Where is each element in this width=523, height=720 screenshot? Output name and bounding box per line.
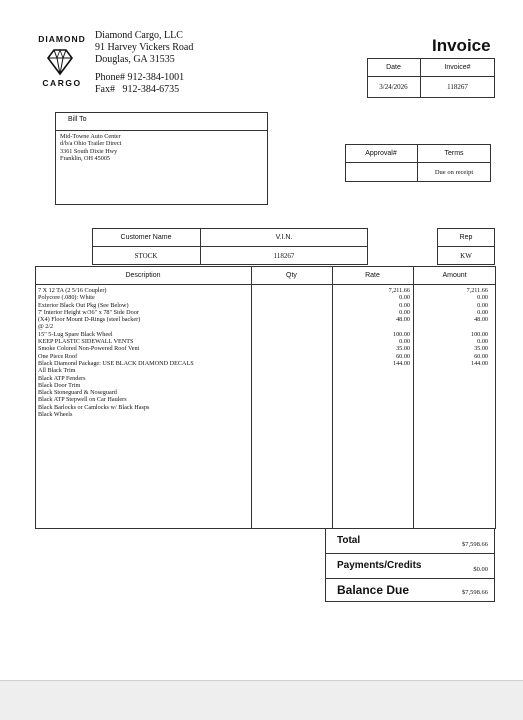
rate-column (336, 287, 410, 418)
company-address2: Douglas, GA 31535 (95, 54, 175, 65)
item-rate (336, 375, 410, 382)
approval-label: Approval# (365, 149, 397, 157)
item-description: Black Door Trim (38, 381, 81, 389)
item-rate: 0.00 (399, 308, 410, 316)
item-amount: 48.00 (474, 316, 488, 324)
logo-bottom-text: CARGO (42, 78, 82, 88)
terms-value: Due on receipt (434, 168, 474, 176)
item-amount: 0.00 (477, 301, 488, 309)
item-description: Black Diamond Package: USE BLACK DIAMOND DECALS (38, 359, 194, 367)
item-amount: 60.00 (474, 352, 488, 360)
item-description: KEEP PLASTIC SIDEWALL VENTS (38, 338, 134, 346)
item-rate (336, 323, 410, 330)
vin-value: 118267 (273, 251, 295, 260)
bill-to-line: Mid-Towne Auto Center (60, 133, 121, 140)
company-logo (32, 28, 88, 94)
invoice-number: 118267 (447, 83, 468, 91)
item-amount: 144.00 (470, 359, 488, 367)
item-amount (417, 382, 488, 389)
item-amount: 35.00 (474, 345, 488, 353)
item-rate: 48.00 (396, 316, 410, 324)
approval-value (345, 162, 417, 182)
item-rate: 100.00 (392, 330, 410, 338)
item-description: 7 X 12 TA (2 5/16 Coupler) (38, 287, 107, 294)
terms-label: Terms (444, 149, 464, 157)
item-amount (417, 367, 488, 374)
item-description: Exterior Black Out Pkg (See Below) (38, 301, 129, 309)
item-description: Smoke Colored Non-Powered Roof Vent (38, 345, 140, 353)
item-description: Black ATP Fenders (38, 374, 86, 382)
item-amount: 100.00 (470, 330, 488, 338)
item-description: 15" 5-Lug Spare Black Wheel (38, 330, 113, 338)
item-description: Black ATP Stepwell on Car Haulers (38, 396, 127, 404)
item-description: One Piece Roof (38, 352, 78, 360)
description-column (38, 287, 194, 418)
company-phone: Phone# 912-384-1001 (95, 72, 185, 83)
item-description: (X4) Floor Mount D-Rings (steel backer) (38, 316, 141, 324)
vin-label: V.I.N. (275, 233, 293, 241)
item-amount (417, 389, 488, 396)
scan-footer-strip (0, 680, 523, 720)
item-description: 7' Interior Height w/36" x 78" Side Door (38, 308, 139, 316)
item-amount (417, 411, 488, 418)
item-description: @ 2/2 (38, 323, 54, 331)
item-rate (336, 396, 410, 403)
item-rate: 0.00 (399, 301, 410, 309)
logo-top-text: DIAMOND (38, 34, 86, 44)
item-description: Black Stoneguard & Noseguard (38, 389, 117, 397)
item-rate: 0.00 (399, 294, 410, 302)
item-amount: 0.00 (477, 294, 488, 302)
item-amount (417, 404, 488, 411)
item-rate: 7,211.66 (388, 287, 410, 294)
item-description: Black Wheels (38, 411, 73, 419)
item-description: All Black Trim (38, 367, 76, 375)
rep-label: Rep (459, 233, 473, 241)
company-name: Diamond Cargo, LLC (95, 30, 183, 41)
customer-name-label: Customer Name (120, 233, 172, 241)
rep-value: KW (460, 251, 472, 260)
amount-header: Amount (442, 271, 467, 279)
description-header: Description (125, 271, 161, 279)
item-amount: 0.00 (477, 308, 488, 316)
company-info (95, 30, 193, 96)
payments-value: $0.00 (473, 566, 488, 573)
customer-name: STOCK (134, 251, 158, 260)
bill-to-address (60, 133, 121, 162)
item-rate (336, 389, 410, 396)
invoice-number-label: Invoice# (444, 63, 471, 71)
item-description: Black Barlocks or Camlocks w/ Black Hasps (38, 403, 150, 411)
invoice-date: 3/24/2026 (379, 83, 408, 91)
total-value: $7,598.66 (462, 541, 488, 548)
item-amount: 7,211.66 (466, 287, 488, 294)
invoice-title: Invoice (432, 36, 491, 55)
balance-label: Balance Due (337, 583, 410, 597)
item-rate (336, 382, 410, 389)
payments-label: Payments/Credits (337, 560, 422, 571)
bill-to-line: d/b/a Ohio Trailer Direct (60, 140, 122, 148)
total-label: Total (337, 535, 361, 546)
company-fax: Fax# 912-384-6735 (95, 84, 180, 95)
item-rate (336, 411, 410, 418)
item-description: Polycore (.080): White (38, 294, 95, 302)
bill-to-label: Bill To (68, 116, 87, 123)
item-amount (417, 396, 488, 403)
bill-to-line: Franklin, OH 45005 (60, 154, 111, 162)
item-rate: 144.00 (392, 359, 410, 367)
item-rate: 60.00 (396, 352, 410, 360)
rate-header: Rate (365, 271, 380, 279)
item-rate (336, 367, 410, 374)
item-rate: 35.00 (396, 345, 410, 353)
item-amount: 0.00 (477, 338, 488, 346)
bill-to-line: 3361 South Dixie Hwy (60, 147, 118, 155)
item-amount (417, 323, 488, 330)
balance-value: $7,598.66 (462, 589, 488, 596)
item-rate (336, 404, 410, 411)
date-label: Date (386, 63, 401, 71)
company-address1: 91 Harvey Vickers Road (95, 42, 194, 53)
qty-header: Qty (286, 271, 297, 279)
item-rate: 0.00 (399, 338, 410, 346)
amount-column (417, 287, 488, 418)
item-amount (417, 375, 488, 382)
